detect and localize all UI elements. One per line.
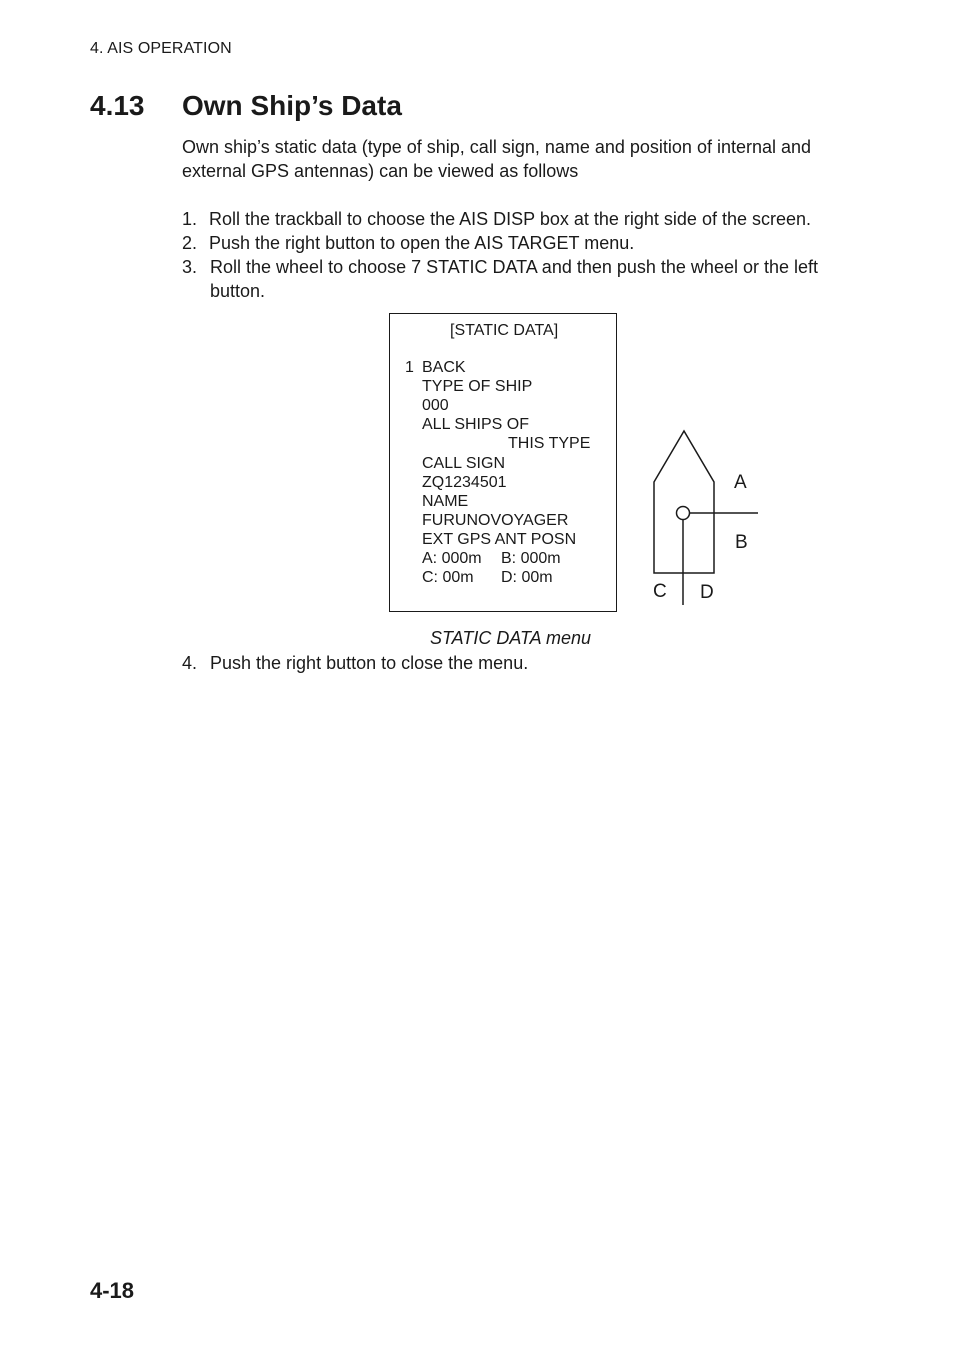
label-d: D (700, 582, 714, 603)
step-text: Push the right button to open the AIS TARGET menu. (209, 233, 635, 253)
running-header: 4. AIS OPERATION (90, 40, 232, 57)
type-of-ship-desc: ALL SHIPS OF (422, 416, 529, 433)
ext-gps-label: EXT GPS ANT POSN (422, 531, 577, 548)
intro-paragraph: Own ship’s static data (type of ship, call sign, name and position of internal and external GPS antennas) can be viewed as follows (182, 137, 812, 181)
step-number: 1. (182, 209, 198, 229)
step-2 (182, 231, 862, 255)
page-number: 4-18 (90, 1278, 135, 1303)
static-data-menu (389, 313, 617, 612)
step-text: Roll the trackball to choose the AIS DISP box at the right side of the screen. (209, 209, 812, 229)
step-number: 2. (182, 233, 198, 253)
step-text: Roll the wheel to choose 7 STATIC DATA and then push the wheel or the left button. (210, 257, 819, 301)
pos-c: C: 00m (422, 569, 474, 586)
figure-caption: STATIC DATA menu (430, 628, 592, 648)
step-4 (182, 651, 862, 675)
type-of-ship-label: TYPE OF SHIP (422, 378, 533, 395)
label-a: A (734, 472, 747, 493)
menu-title: [STATIC DATA] (450, 322, 559, 339)
step-3 (182, 255, 862, 303)
label-b: B (735, 532, 748, 553)
type-of-ship-desc-2: THIS TYPE (508, 435, 591, 452)
step-text: Push the right button to close the menu. (210, 653, 529, 673)
pos-b: B: 000m (501, 550, 561, 567)
name-value: FURUNOVOYAGER (422, 512, 569, 529)
call-sign-label: CALL SIGN (422, 455, 505, 472)
section-title: Own Ship’s Data (182, 90, 402, 121)
ship-antenna-diagram (640, 420, 770, 615)
step-number: 4. (182, 653, 198, 673)
type-of-ship-code: 000 (422, 397, 449, 414)
pos-d: D: 00m (501, 569, 553, 586)
menu-item-number: 1 (405, 359, 414, 376)
ship-outline (654, 431, 714, 573)
pos-a: A: 000m (422, 550, 482, 567)
step-number: 3. (182, 257, 198, 277)
name-label: NAME (422, 493, 469, 510)
label-c: C (653, 581, 667, 602)
menu-back: BACK (422, 359, 466, 376)
antenna-position-marker (677, 507, 690, 520)
section-number: 4.13 (90, 90, 145, 121)
call-sign-value: ZQ1234501 (422, 474, 507, 491)
step-1 (182, 207, 862, 231)
